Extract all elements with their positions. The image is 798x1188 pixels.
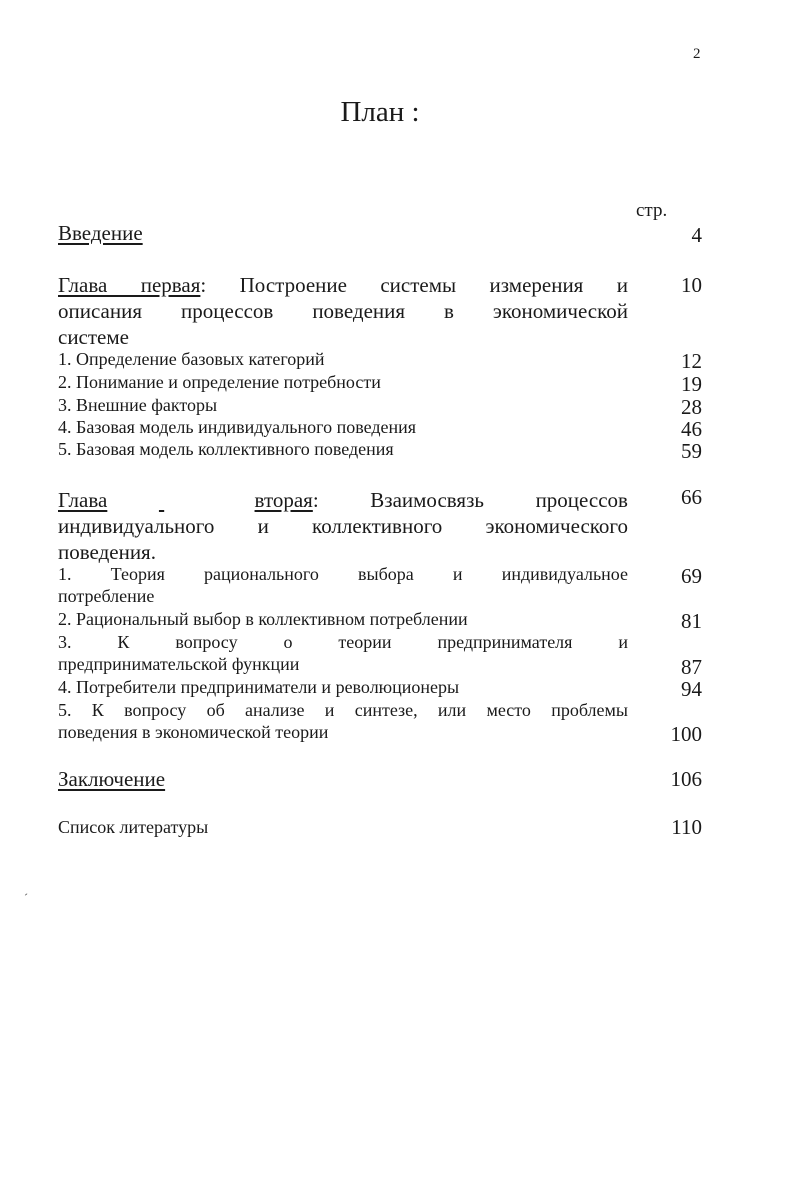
toc-section-2-4-page: 94 — [681, 677, 702, 701]
toc-chapter2-title-word2: процессов — [535, 488, 628, 512]
toc-chapter1-line1[interactable]: Глава первая: Построение системы измерения и — [58, 273, 628, 297]
toc-section-1-1[interactable]: 1. Определение базовых категорий — [58, 349, 325, 369]
toc-conclusion[interactable] — [58, 766, 628, 792]
toc-section-2-4[interactable]: 4. Потребители предприниматели и революционеры — [58, 677, 460, 697]
toc-chapter2-label-word1: Глава — [58, 488, 108, 512]
toc-section-1-1-page: 12 — [681, 349, 702, 373]
toc-section-2-2[interactable]: 2. Рациональный выбор в коллективном потреблении — [58, 609, 468, 629]
toc-section-2-5-line1[interactable]: 5. К вопросу об анализе и синтезе, или место проблемы — [58, 700, 628, 720]
toc-section-2-3-line1[interactable]: 3. К вопросу о теории предпринимателя и — [58, 632, 628, 652]
toc-chapter2-label-gap — [159, 487, 203, 513]
page-number: 2 — [693, 46, 701, 62]
toc-section-2-1-line1[interactable]: 1. Теория рационального выбора и индивидуальное — [58, 564, 628, 584]
toc-section-2-5-page: 100 — [670, 722, 702, 746]
toc-section-2-2-page: 81 — [681, 609, 702, 633]
toc-chapter2-line1[interactable]: Глава вторая: Взаимосвязь процессов — [58, 488, 628, 512]
toc-chapter1-label: Глава первая — [58, 273, 201, 297]
toc-section-1-2[interactable]: 2. Понимание и определение потребности — [58, 372, 381, 392]
toc-section-2-5-line2: поведения в экономической теории — [58, 722, 329, 742]
toc-section-2-1-line2: потребление — [58, 586, 155, 606]
toc-conclusion-page: 106 — [670, 767, 702, 791]
toc-section-2-1-page: 69 — [681, 564, 702, 588]
toc-section-1-5-page: 59 — [681, 439, 702, 463]
toc-chapter2-label-word2: вторая — [254, 488, 313, 512]
toc-intro[interactable] — [58, 220, 628, 246]
scan-mark: ˊ — [24, 891, 28, 905]
toc-bibliography[interactable]: Список литературы — [58, 817, 209, 837]
page-column-label: стр. — [636, 200, 668, 221]
toc-chapter2-line3: поведения. — [58, 540, 156, 564]
toc-chapter1-line2: описания процессов поведения в экономической — [58, 299, 628, 323]
toc-intro-label: Введение — [58, 221, 143, 245]
toc-section-1-3[interactable]: 3. Внешние факторы — [58, 395, 218, 415]
toc-section-2-3-page: 87 — [681, 655, 702, 679]
toc-chapter2-page: 66 — [681, 485, 702, 509]
toc-section-1-3-page: 28 — [681, 395, 702, 419]
toc-section-1-4-page: 46 — [681, 417, 702, 441]
toc-chapter2-line2: индивидуального и коллективного экономического — [58, 514, 628, 538]
toc-section-1-2-page: 19 — [681, 372, 702, 396]
toc-section-2-3-line2: предпринимательской функции — [58, 654, 300, 674]
toc-chapter1-line3: системе — [58, 325, 129, 349]
toc-chapter1-page: 10 — [681, 273, 702, 297]
page-title: План : — [340, 96, 420, 128]
toc-intro-page: 4 — [691, 223, 702, 247]
toc-section-1-4[interactable]: 4. Базовая модель индивидуального поведения — [58, 417, 417, 437]
toc-section-1-5[interactable]: 5. Базовая модель коллективного поведения — [58, 439, 394, 459]
toc-bibliography-page: 110 — [671, 815, 702, 839]
toc-chapter2-title-word1: Взаимосвязь — [370, 488, 484, 512]
toc-conclusion-label: Заключение — [58, 767, 166, 791]
